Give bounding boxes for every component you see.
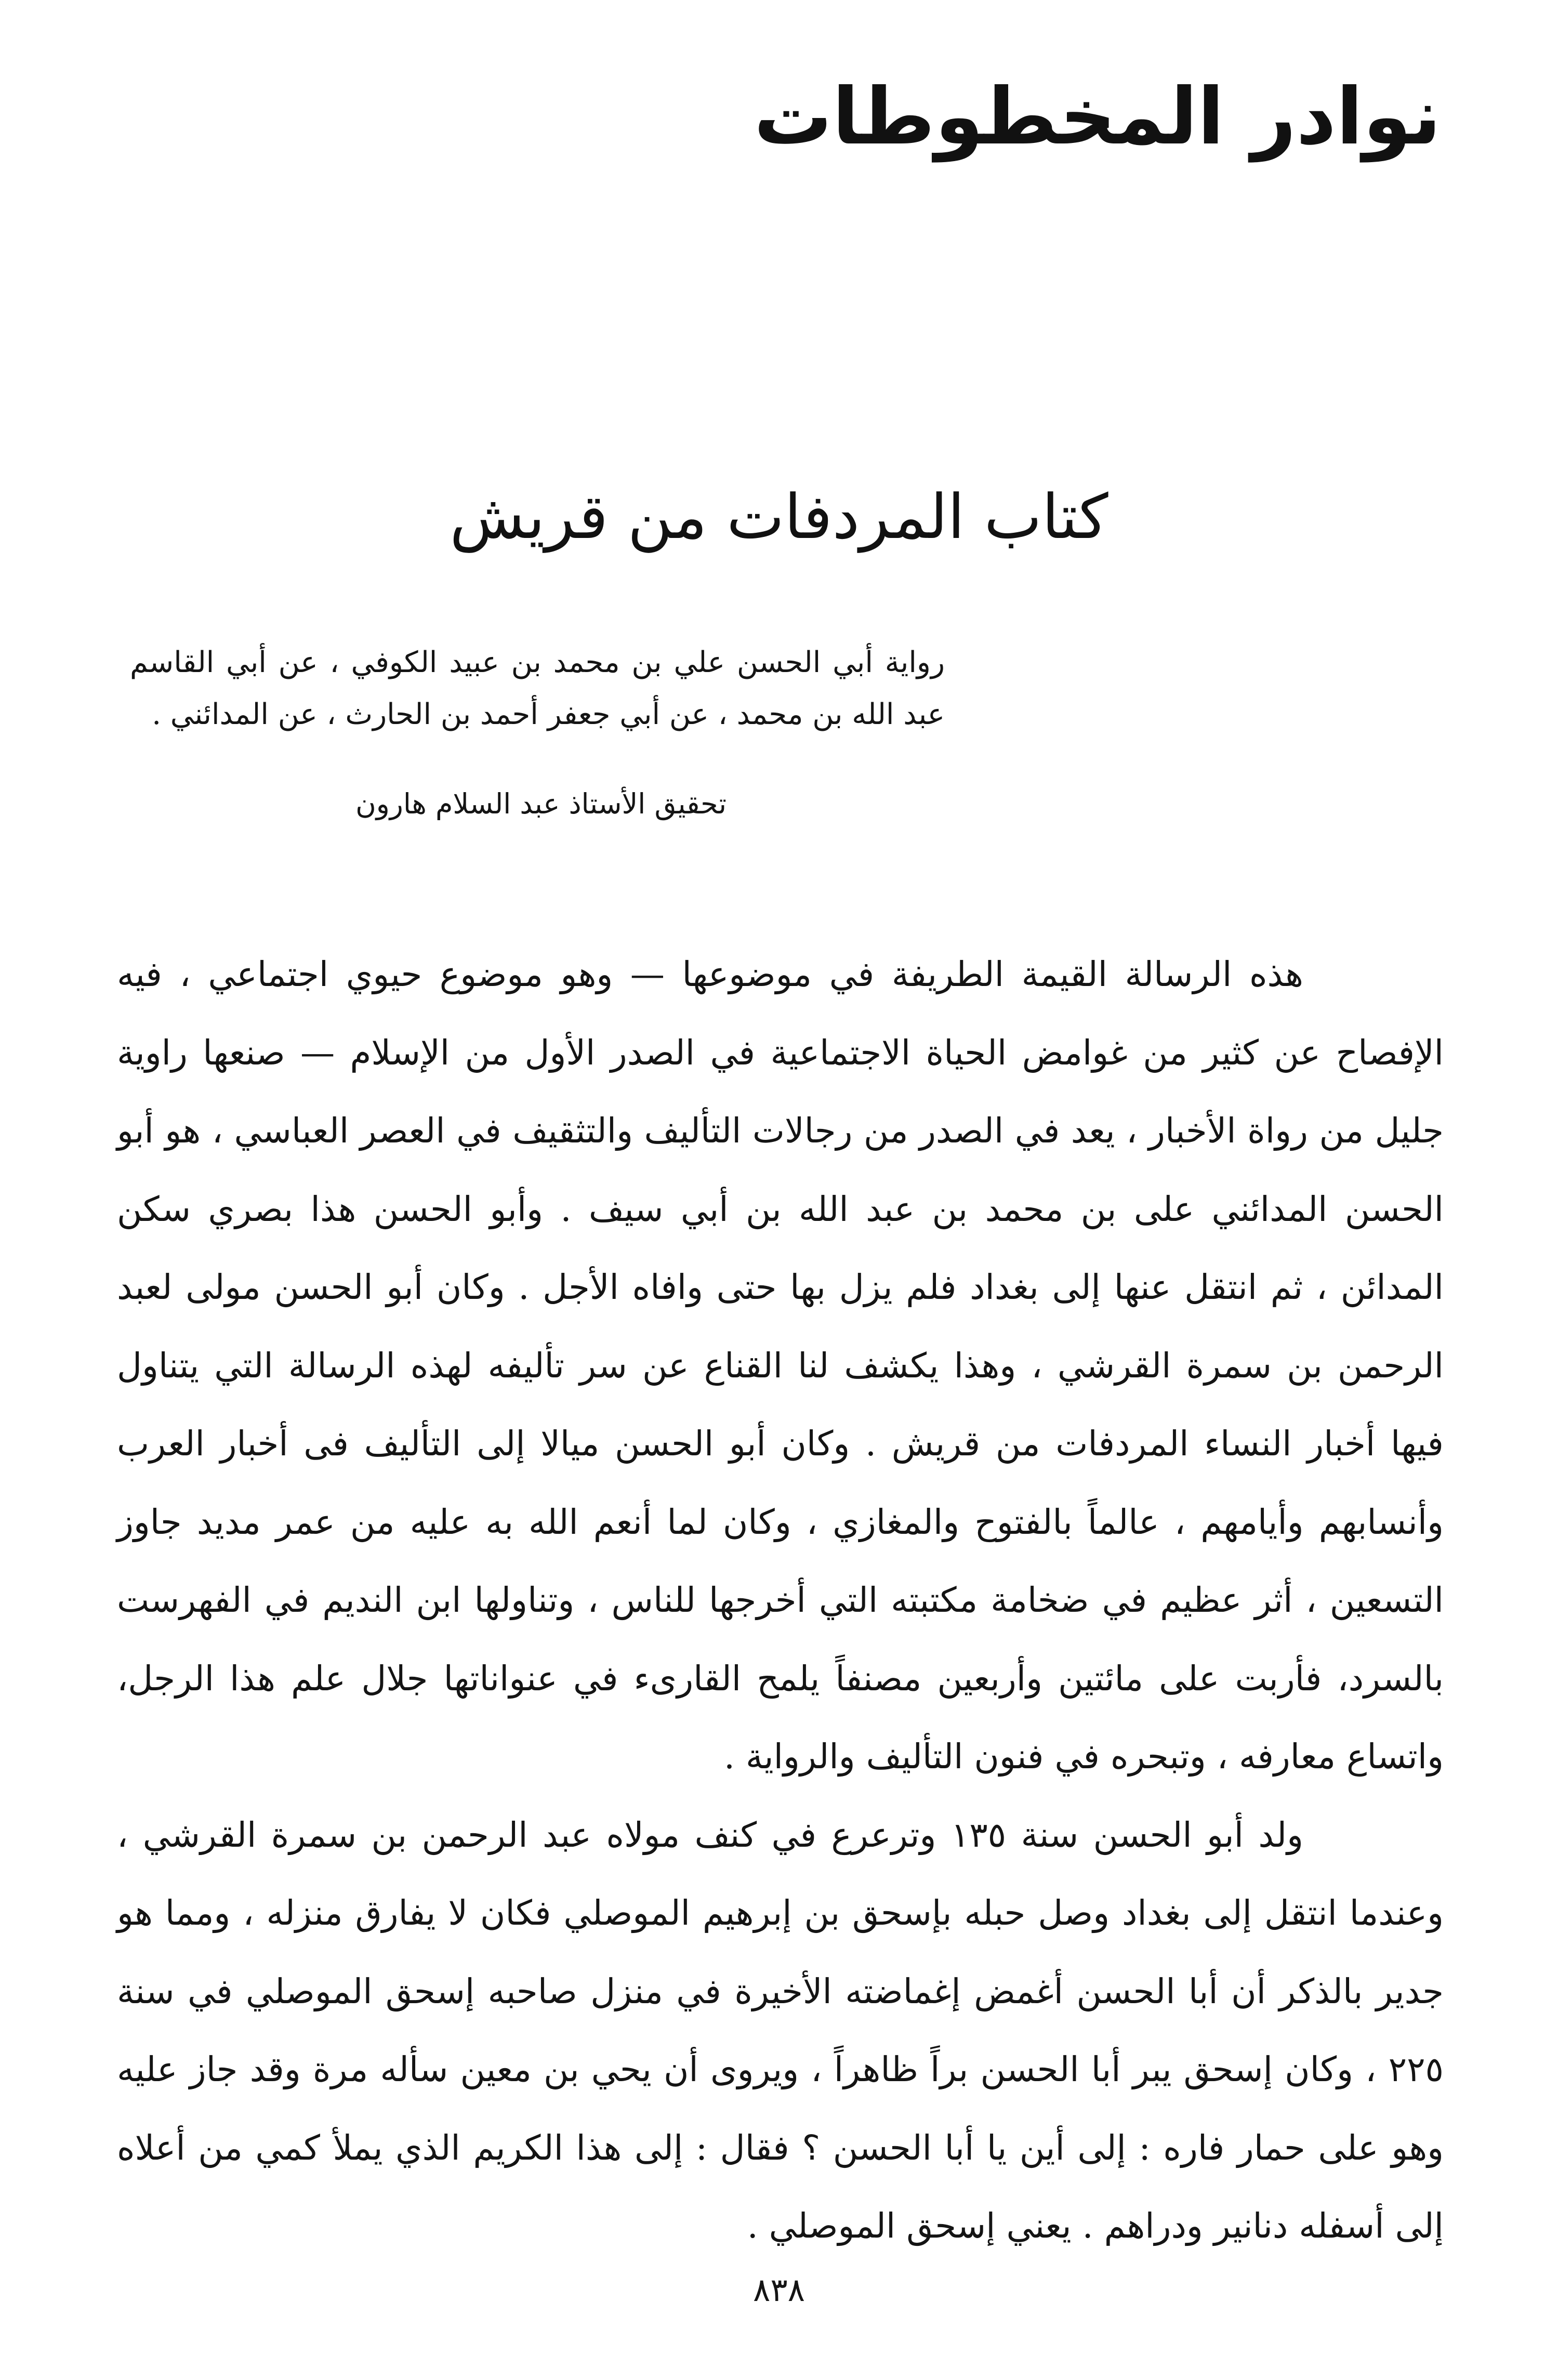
series-title: نوادر المخطوطات bbox=[754, 72, 1441, 162]
page-number: ٨٣٨ bbox=[753, 2271, 805, 2309]
paragraph-1: هذه الرسالة القيمة الطريفة في موضوعها — وهو موضوع حيوي اجتماعي ، فيه الإفصاح عن كثير من غوامض الحياة الاجتماعية في الصدر الأول من الإسلام — صنعها راوية جليل من رواة الأخبار ، يعد في الصدر من رجالات التأليف والتثقيف في العصر العباسي ، هو أبو الحسن المدائني على بن محمد بن عبد الله بن أبي سيف . وأبو الحسن هذا بصري سكن المدائن ، ثم انتقل عنها إلى بغداد فلم يزل بها حتى وافاه الأجل . وكان أبو الحسن مولى لعبد الرحمن بن سمرة القرشي ، وهذا يكشف لنا القناع عن سر تأليفه لهذه الرسالة التي يتناول فيها أخبار النساء المردفات من قريش . وكان أبو الحسن ميالا إلى التأليف فى أخبار العرب وأنسابهم وأيامهم ، عالماً بالفتوح والمغازي ، وكان لما أنعم الله به عليه من عمر مديد جاوز التسعين ، أثر عظيم في ضخامة مكتبته التي أخرجها للناس ، وتناولها ابن النديم في الفهرست بالسرد، فأربت على مائتين وأربعين مصنفاً يلمح القارىء في عنواناتها جلال علم هذا الرجل، واتساع معارفه ، وتبحره في فنون التأليف والرواية . bbox=[117, 954, 1444, 1777]
chain-of-narration bbox=[130, 637, 945, 741]
editor-credit: تحقيق الأستاذ عبد السلام هارون bbox=[355, 787, 727, 820]
paragraph-2: ولد أبو الحسن سنة ١٣٥ وترعرع في كنف مولاه عبد الرحمن بن سمرة القرشي ، وعندما انتقل إلى بغداد وصل حبله بإسحق بن إبرهيم الموصلي فكان لا يفارق منزله ، ومما هو جدير بالذكر أن أبا الحسن أغمض إغماضته الأخيرة في منزل صاحبه إسحق الموصلي في سنة ٢٢٥ ، وكان إسحق يبر أبا الحسن براً ظاهراً ، ويروى أن يحي بن معين سأله مرة وقد جاز عليه وهو على حمار فاره : إلى أين يا أبا الحسن ؟ فقال : إلى هذا الكريم الذي يملأ كمي من أعلاه إلى أسفله دنانير ودراهم . يعني إسحق الموصلي . bbox=[117, 1814, 1444, 2246]
body-text bbox=[117, 936, 1444, 2266]
book-title: كتاب المردفات من قريش bbox=[450, 481, 1108, 553]
narration-text: رواية أبي الحسن علي بن محمد بن عبيد الكوفي ، عن أبي القاسم عبد الله بن محمد ، عن أبي جعفر أحمد بن الحارث ، عن المدائني . bbox=[130, 646, 945, 731]
